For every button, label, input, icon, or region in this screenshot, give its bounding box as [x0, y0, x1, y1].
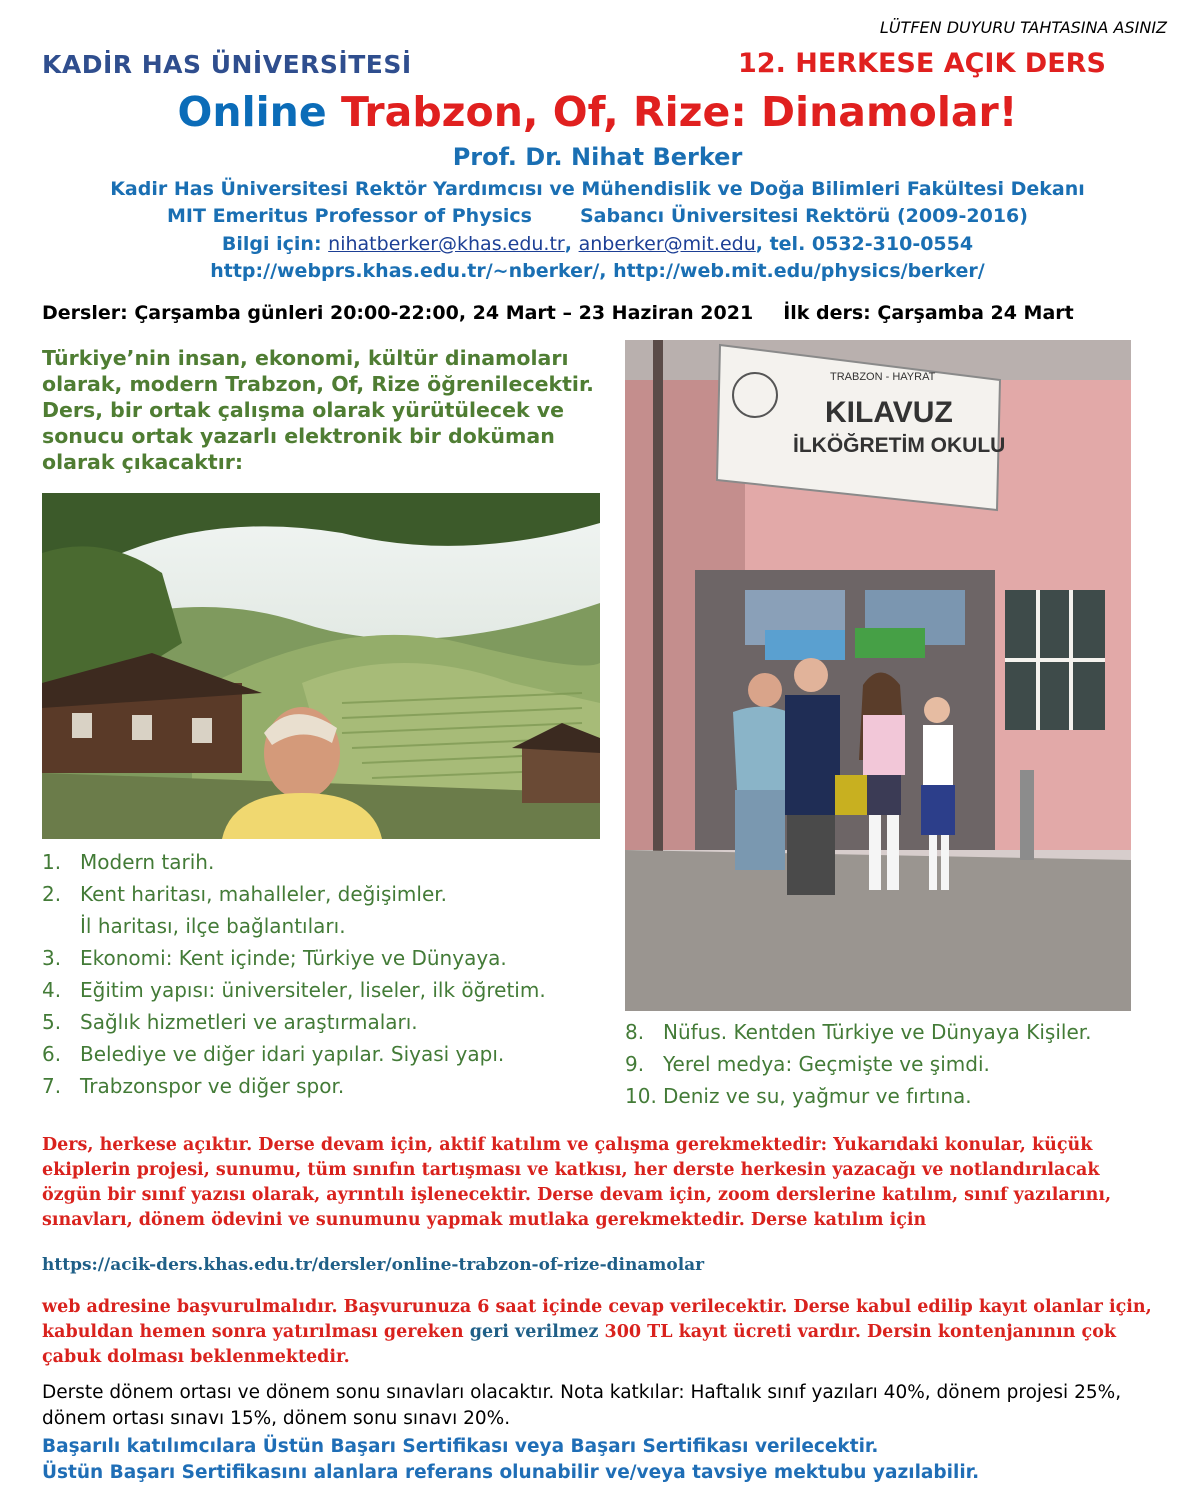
certificate-line-1: Başarılı katılımcılara Üstün Başarı Sertifikası veya Başarı Sertifikası verilecektir.	[42, 1436, 879, 1457]
certificate-section	[42, 1434, 979, 1486]
page-title	[0, 88, 1195, 136]
non-refundable-text: geri verilmez	[469, 1322, 599, 1342]
info-label: Bilgi için:	[221, 233, 322, 255]
application-link[interactable]: https://acik-ders.khas.edu.tr/dersler/online-trabzon-of-rize-dinamolar	[42, 1255, 705, 1275]
phone-number: , tel. 0532-310-0554	[755, 233, 974, 255]
list-item: 6. Belediye ve diğer idari yapılar. Siyasi yapı.	[42, 1042, 505, 1066]
landscape-photo	[42, 493, 600, 839]
notice-text: LÜTFEN DUYURU TAHTASINA ASINIZ	[879, 18, 1167, 37]
sign-text-line3: İLKÖĞRETİM OKULU	[793, 434, 1006, 457]
schedule-days: Dersler: Çarşamba günleri 20:00-22:00, 24 Mart – 23 Haziran 2021	[42, 302, 754, 324]
list-item: İl haritası, ilçe bağlantıları.	[80, 914, 346, 938]
contact-info: Bilgi için: nihatberker@khas.edu.tr, anberker@mit.edu, tel. 0532-310-0554	[221, 233, 974, 255]
list-item: 5. Sağlık hizmetleri ve araştırmaları.	[42, 1010, 418, 1034]
affiliation-line-2	[0, 205, 1195, 227]
school-photo	[625, 340, 1131, 1011]
list-item: 3. Ekonomi: Kent içinde; Türkiye ve Dünyaya.	[42, 946, 507, 970]
professor-name: Prof. Dr. Nihat Berker	[452, 143, 743, 171]
affiliation-mit: MIT Emeritus Professor of Physics	[167, 205, 532, 227]
list-item: 10. Deniz ve su, yağmur ve fırtına.	[625, 1084, 972, 1108]
email-link-mit[interactable]: anberker@mit.edu	[578, 233, 756, 255]
homepage-urls[interactable]: http://webprs.khas.edu.tr/~nberker/, http://web.mit.edu/physics/berker/	[210, 260, 985, 282]
list-item: 2. Kent haritası, mahalleler, değişimler.	[42, 882, 448, 906]
exams-paragraph: Derste dönem ortası ve dönem sonu sınavları olacaktır. Nota katkılar: Haftalık sınıf yazıları 40%, dönem projesi 25%, dönem ortası sınavı 15%, dönem sonu sınavı 20%.	[42, 1382, 1122, 1429]
topics-list-left	[42, 846, 546, 1102]
certificate-line-2: Üstün Başarı Sertifikasını alanlara referans olunabilir ve/veya tavsiye mektubu yazılabilir.	[42, 1462, 980, 1483]
sign-text-line2: KILAVUZ	[825, 396, 953, 429]
intro-paragraph: Türkiye’nin insan, ekonomi, kültür dinamoları olarak, modern Trabzon, Of, Rize öğrenilecektir. Ders, bir ortak çalışma olarak yürütülecek ve sonucu ortak yazarlı elektronik bir doküman olarak çıkacaktır:	[42, 346, 594, 474]
schedule-first-lecture: İlk ders: Çarşamba 24 Mart	[783, 302, 1074, 324]
schedule-line	[42, 302, 1074, 324]
lecture-number: 12. HERKESE AÇIK DERS	[738, 48, 1106, 79]
list-item: 7. Trabzonspor ve diğer spor.	[42, 1074, 345, 1098]
list-item: 4. Eğitim yapısı: üniversiteler, liseler, ilk öğretim.	[42, 978, 546, 1002]
list-item: 1. Modern tarih.	[42, 850, 215, 874]
participation-paragraph: Ders, herkese açıktır. Derse devam için, aktif katılım ve çalışma gerekmektedir: Yukarıdaki konular, küçük ekiplerin projesi, sunumu, tüm sınıfın tartışması ve katkısı, her derste herkesin yazacağı ve notlandırılacak özgün bir sınıf yazısı olarak, ayrıntılı işlenecektir. Derse devam için, zoom derslerine katılım, sınıf yazılarını, sınavları, dönem ödevini ve sunumunu yapmak mutlaka gerekmektedir. Derse katılım için	[42, 1135, 1112, 1230]
email-link-khas[interactable]: nihatberker@khas.edu.tr	[328, 233, 565, 255]
affiliation-line-1: Kadir Has Üniversitesi Rektör Yardımcısı ve Mühendislik ve Doğa Bilimleri Fakültesi Dekanı	[110, 178, 1085, 200]
title-online: Online	[177, 88, 327, 136]
affiliation-sabanci: Sabancı Üniversitesi Rektörü (2009-2016)	[579, 205, 1028, 227]
title-main: Trabzon, Of, Rize: Dinamolar!	[340, 88, 1018, 136]
list-item: 9. Yerel medya: Geçmişte ve şimdi.	[625, 1052, 990, 1076]
application-paragraph: web adresine başvurulmalıdır. Başvurunuza 6 saat içinde cevap verilecektir. Derse kabul edilip kayıt olanlar için, kabuldan hemen sonra yatırılması gereken geri verilmez 300 TL kayıt ücreti vardır. Dersin kontenjanının çok çabuk dolması beklenmektedir.	[42, 1297, 1152, 1367]
topics-list-right	[625, 1016, 1092, 1112]
sign-text-line1: TRABZON - HAYRAT	[830, 371, 936, 383]
list-item: 8. Nüfus. Kentden Türkiye ve Dünyaya Kişiler.	[625, 1020, 1092, 1044]
university-name: KADİR HAS ÜNİVERSİTESİ	[42, 50, 412, 79]
